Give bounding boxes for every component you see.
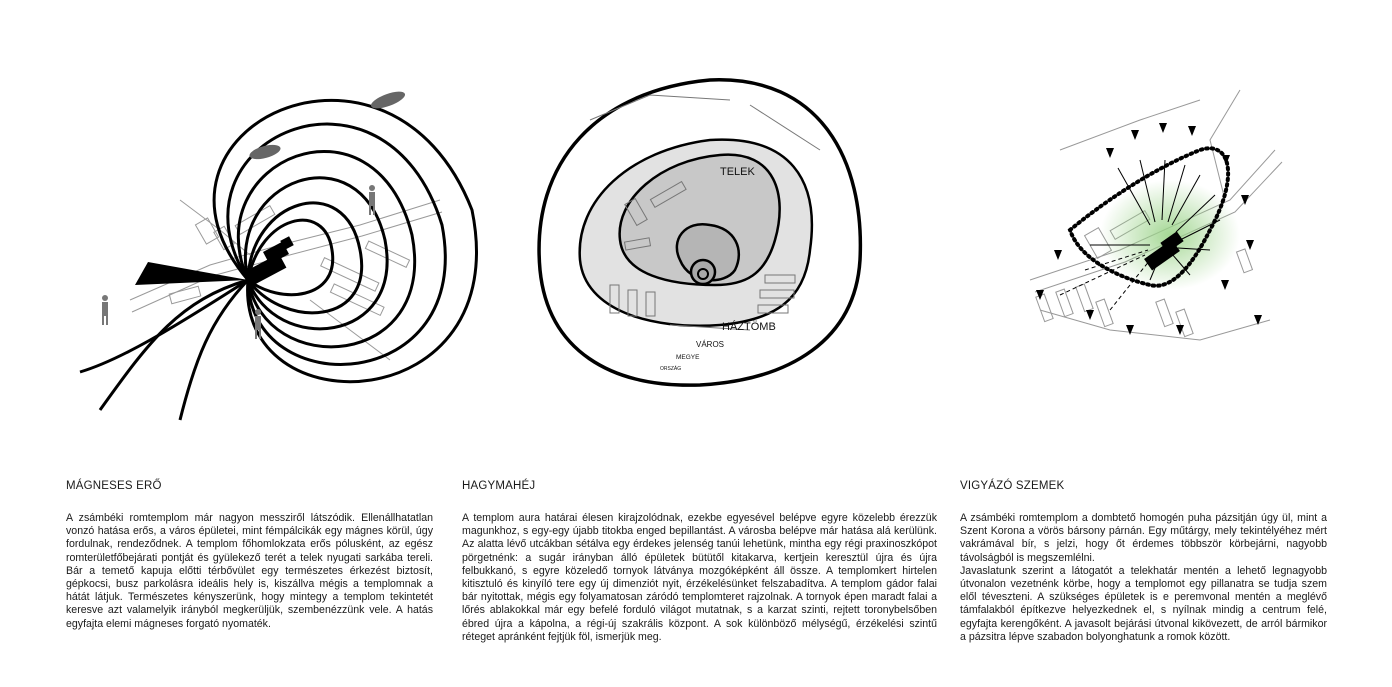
eye-icon bbox=[1221, 280, 1229, 290]
column-heading: HAGYMAHÉJ bbox=[462, 480, 536, 492]
eye-icon bbox=[1086, 310, 1094, 320]
person-icon bbox=[102, 295, 108, 325]
church-ring bbox=[691, 260, 715, 284]
column-onion-layers bbox=[462, 480, 937, 644]
label-haztomb: HÁZTÖMB bbox=[722, 321, 776, 333]
eye-icon bbox=[1159, 123, 1167, 133]
label-telek: TELEK bbox=[720, 166, 755, 178]
person-icon bbox=[369, 185, 375, 215]
eye-icon bbox=[1246, 240, 1254, 250]
column-watchful-eyes bbox=[960, 480, 1327, 644]
eye-icon bbox=[1131, 130, 1139, 140]
eye-icon bbox=[1241, 195, 1249, 205]
column-heading: MÁGNESES ERŐ bbox=[66, 480, 162, 492]
label-varos: VÁROS bbox=[696, 340, 725, 349]
watchful-eyes-diagram bbox=[1000, 0, 1300, 440]
onion-layers-diagram bbox=[520, 0, 900, 440]
eye-icon bbox=[1188, 126, 1196, 136]
eye-icon bbox=[1254, 315, 1262, 325]
magnetic-force-diagram bbox=[60, 0, 500, 440]
label-orszag: ORSZÁG bbox=[660, 366, 682, 372]
column-heading: VIGYÁZÓ SZEMEK bbox=[960, 480, 1065, 492]
eye-icon bbox=[1126, 325, 1134, 335]
column-paragraph: A zsámbéki romtemplom már nagyon messziről látszódik. Ellenállhatatlan vonzó hatása erős, a város épületei, mint fémpálcikák egy mágnes körül, úgy fordulnak, rendeződnek. A templom főhomlokzata erős pólusként, az egész romterületfőbejárati pontját és gyülekező terét a telek nyugati sarkába tereli. Bár a temető kapuja előtti térbővület egy természetes érkezést biztosít, gépkocsi, busz parkolásra ideális hely is, kiszállva mégis a templomnak a hátát látjuk. Természetes kényszerünk, hogy mintegy a templom tekintetét keresve azt valamelyik irányból megkerüljük, szembenézzünk vele. A hatás egyfajta elemi mágneses forgató nyomaték. bbox=[66, 512, 433, 630]
entrance-wedge bbox=[135, 262, 248, 285]
column-paragraph: Javaslatunk szerint a látogatót a telekhatár mentén a lehető legnagyobb útvonalon vezetnénk körbe, hogy a templomot egy pillanatra se tudja szem elől téveszteni. A szükséges épületek is e peremvonal mentén a meglévő támfalakból építkezve helyezkednek el, s nyílnak mindig a centrum felé, egyfajta kerengőként. A javasolt bejárási útvonal kikövezett, de arról bármikor a pázsitra lépve szabadon bolyonghatunk a romok között. bbox=[960, 564, 1327, 643]
column-paragraph: A zsámbéki romtemplom a dombtető homogén puha pázsitján úgy ül, mint a Szent Korona a vörös bársony párnán. Egy műtárgy, mely tekintélyéhez mért vakrámával bír, s jelzi, hogy őt érdemes többször körbejárni, nagyobb távolságból is megszemlélni. bbox=[960, 512, 1327, 564]
lawn-glow bbox=[1100, 180, 1240, 290]
column-magnetic-force bbox=[66, 480, 433, 631]
label-megye: MEGYE bbox=[676, 354, 700, 361]
column-paragraph: A templom aura határai élesen kirajzolódnak, ezekbe egyesével belépve egyre közelebb érezzük magunkhoz, s egy-egy újabb titokba enged bepillantást. A városba belépve már hatása alá kerülünk. Az alatta lévő utcákban sétálva egy érdekes jelenség tanúi lehetünk, mintha egy régi praxinoszkópot pörgetnénk: a sugár irányban álló épületek bütütől kitakarva, kertjein keresztül újra és újra felbukkanó, s egyre közeledő tornyok látványa mozgóképként áll össze. A templomkert hirtelen kitisztuló és kinyíló tere egy új dimenziót nyit, érzékelésünket felszabadítva. A templom gádor falai bár nyitottak, mégis egy folyamatosan záródó templomteret rajzolnak. A tornyok épen maradt falai a lőrés ablakokkal már egy befelé forduló világot mutatnak, s a karzat szinti, rejtett toronybelsőben ébred újra a kápolna, a régi-új szakrális központ. A sok különböző mélységű, érzékelési szintű réteget apránként fejtjük föl, ismerjük meg. bbox=[462, 512, 937, 643]
eye-icon bbox=[1054, 250, 1062, 260]
eye-icon bbox=[1106, 148, 1114, 158]
